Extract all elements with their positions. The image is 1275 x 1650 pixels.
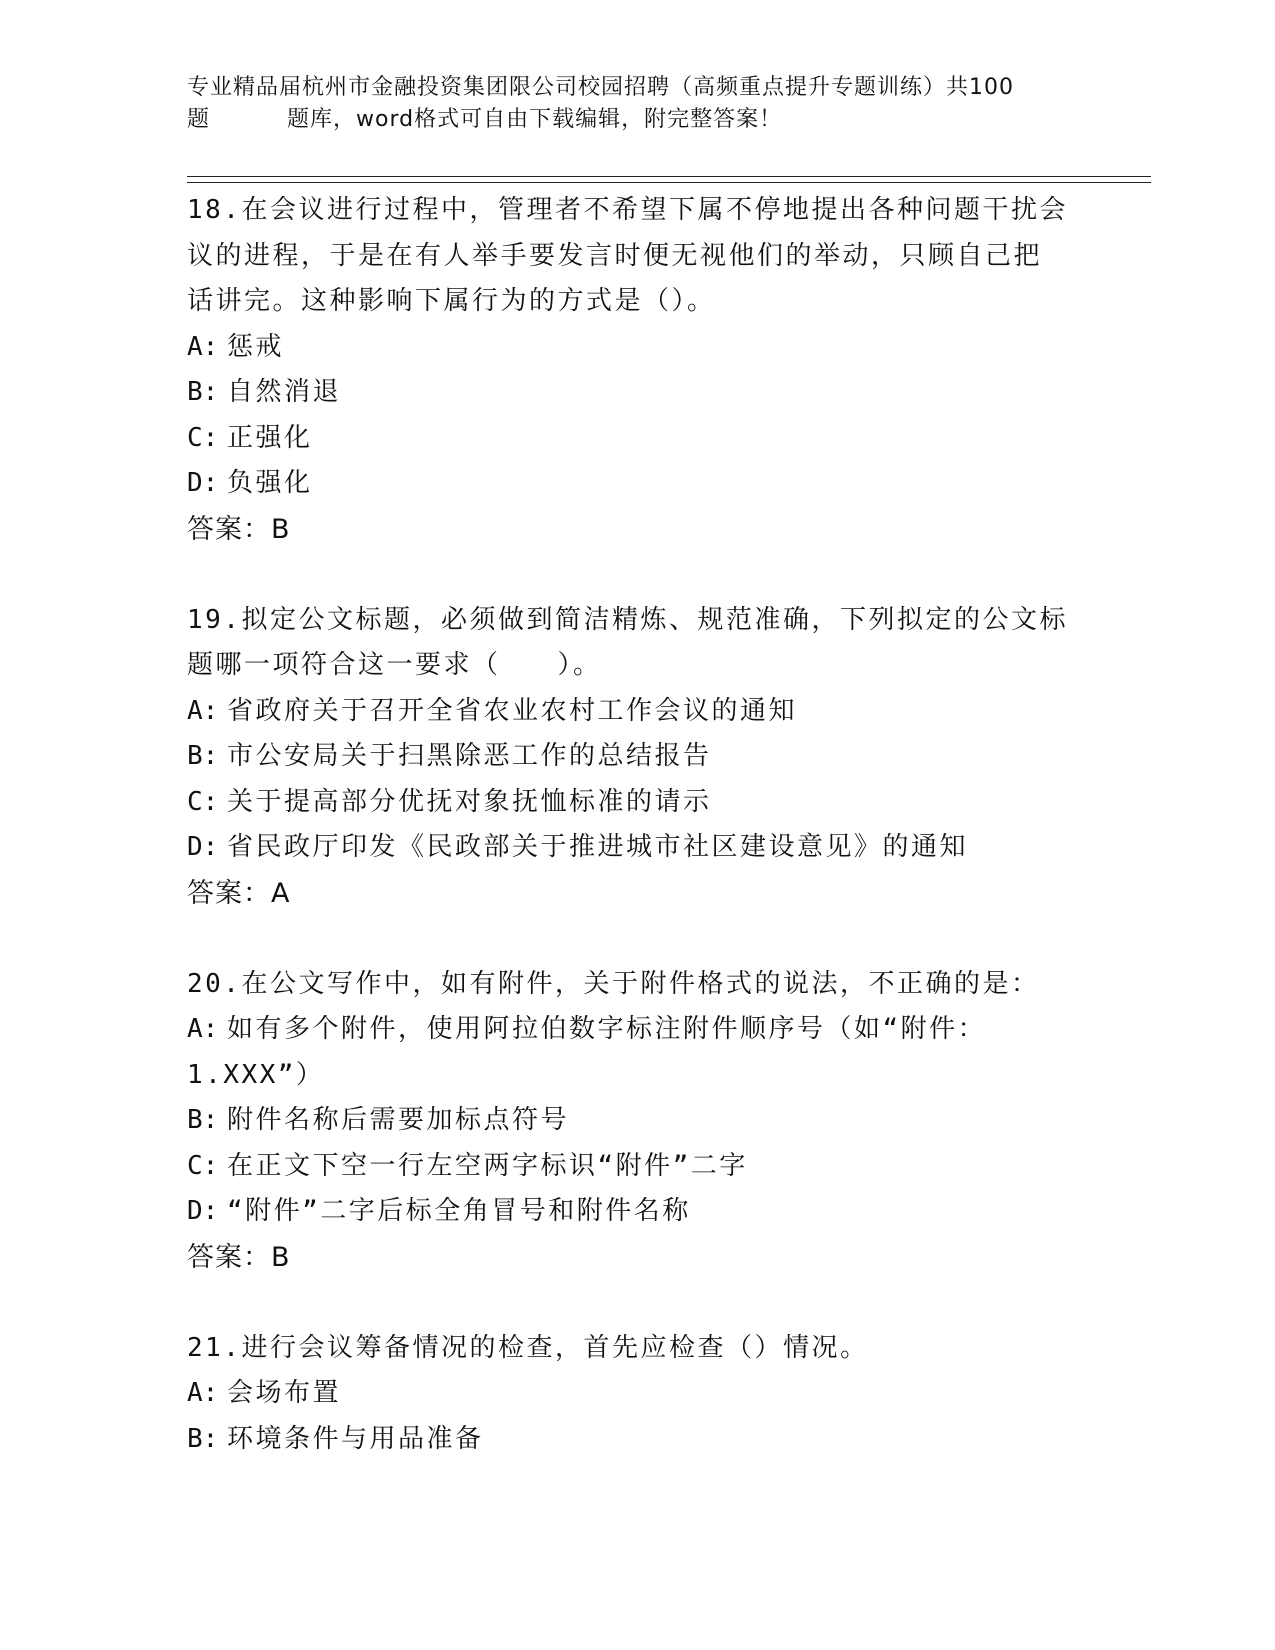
- option-text: 正强化: [227, 422, 313, 453]
- option-b: [187, 370, 1087, 416]
- question-stem-line: 19.拟定公文标题，必须做到简洁精炼、规范准确，下列拟定的公文标: [187, 604, 1068, 635]
- option-key: B:: [187, 1105, 219, 1135]
- option-d: [187, 461, 1087, 507]
- option-text: 负强化: [227, 468, 313, 498]
- answer: 答案：B: [187, 513, 291, 545]
- option-d: [187, 825, 1087, 871]
- option-text: 会场布置: [227, 1378, 342, 1408]
- option-text: 关于提高部分优抚对象抚恤标准的请示: [227, 786, 712, 817]
- option-a: [187, 689, 1087, 735]
- option-key: A:: [187, 695, 219, 726]
- option-c: [187, 416, 1087, 462]
- header-line-2-text: 题库，word格式可自由下载编辑，附完整答案！: [287, 107, 783, 132]
- option-key: D:: [187, 832, 219, 862]
- document-body: [187, 188, 1087, 1462]
- option-key: B:: [187, 1423, 219, 1454]
- spacer: [187, 916, 1087, 962]
- option-c: [187, 1144, 1087, 1190]
- option-a: [187, 1371, 1087, 1417]
- option-key: A:: [187, 1014, 219, 1044]
- header-rule-bottom: [187, 182, 1151, 183]
- option-a: [187, 325, 1087, 371]
- question-19: [187, 598, 1087, 917]
- question-stem-line: 议的进程，于是在有人举手要发言时便无视他们的举动，只顾自己把: [187, 240, 1043, 271]
- option-text: 环境条件与用品准备: [227, 1423, 484, 1454]
- option-a-continued: 1.XXX”）: [187, 1059, 325, 1090]
- header-rule-top: [187, 176, 1151, 177]
- option-text: 省政府关于召开全省农业农村工作会议的通知: [227, 695, 798, 726]
- spacer: [187, 552, 1087, 598]
- option-text: 省民政厅印发《民政部关于推进城市社区建设意见》的通知: [227, 832, 969, 862]
- header-line-2: [187, 104, 1087, 136]
- option-key: B:: [187, 377, 219, 407]
- option-key: D:: [187, 468, 219, 498]
- option-key: A:: [187, 1378, 219, 1408]
- option-text: 自然消退: [227, 377, 342, 407]
- option-b: [187, 734, 1087, 780]
- option-key: C:: [187, 786, 219, 817]
- answer: 答案：B: [187, 1241, 291, 1273]
- option-text: 附件名称后需要加标点符号: [227, 1105, 570, 1135]
- option-key: D:: [187, 1196, 219, 1226]
- spacer: [187, 1280, 1087, 1326]
- option-key: C:: [187, 1150, 219, 1181]
- option-b: [187, 1417, 1087, 1463]
- question-18: [187, 188, 1087, 552]
- option-d: [187, 1189, 1087, 1235]
- question-stem-line: 21.进行会议筹备情况的检查，首先应检查（）情况。: [187, 1332, 869, 1363]
- question-stem-line: 18.在会议进行过程中，管理者不希望下属不停地提出各种问题干扰会: [187, 195, 1068, 225]
- question-stem-line: 20.在公文写作中，如有附件，关于附件格式的说法，不正确的是：: [187, 968, 1040, 999]
- question-20: [187, 962, 1087, 1281]
- option-key: C:: [187, 422, 219, 453]
- question-stem-line: 话讲完。这种影响下属行为的方式是（）。: [187, 286, 716, 316]
- option-key: B:: [187, 741, 219, 771]
- option-c: [187, 780, 1087, 826]
- question-21: [187, 1326, 1087, 1463]
- option-b: [187, 1098, 1087, 1144]
- option-text: “附件”二字后标全角冒号和附件名称: [227, 1196, 691, 1226]
- answer: 答案：A: [187, 877, 291, 909]
- option-text: 市公安局关于扫黑除恶工作的总结报告: [227, 741, 712, 771]
- header-line-1: 专业精品届杭州市金融投资集团限公司校园招聘（高频重点提升专题训练）共100: [187, 75, 1014, 100]
- question-stem-line: 题哪一项符合这一要求（ ）。: [187, 650, 602, 680]
- option-text: 如有多个附件，使用阿拉伯数字标注附件顺序号（如“附件：: [227, 1014, 987, 1044]
- option-a: [187, 1007, 1087, 1053]
- option-key: A:: [187, 331, 219, 362]
- option-text: 惩戒: [227, 331, 285, 362]
- header-line-2-prefix: 题: [187, 107, 211, 132]
- document-header: [187, 72, 1087, 136]
- option-text: 在正文下空一行左空两字标识“附件”二字: [227, 1150, 748, 1181]
